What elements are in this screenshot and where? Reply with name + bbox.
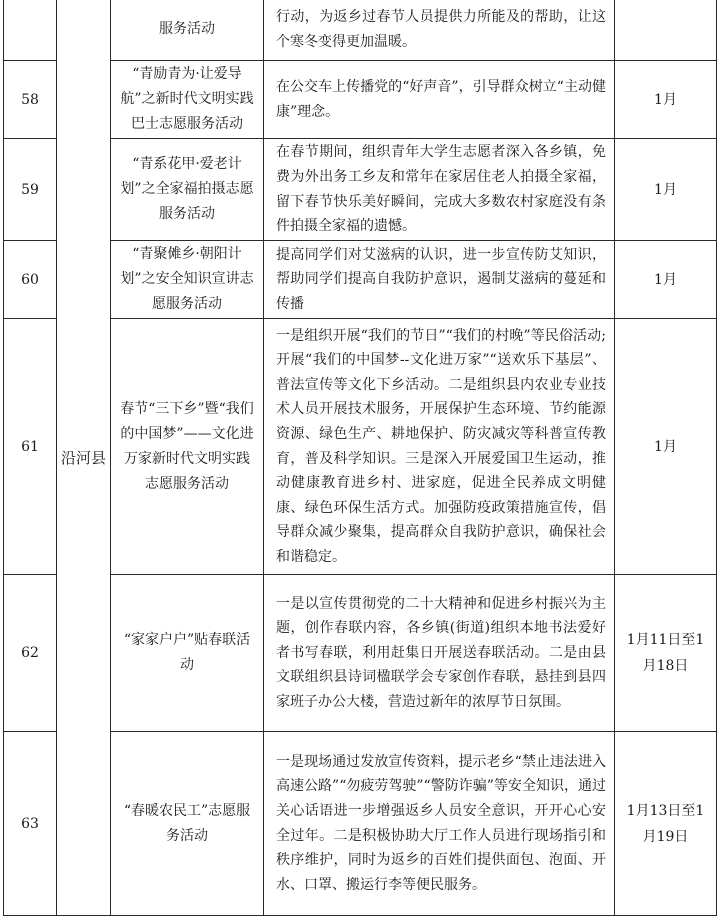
activity-time: 1月11日至1月18日 xyxy=(615,575,717,732)
row-number: 58 xyxy=(4,61,57,139)
activity-time: 1月 xyxy=(615,241,717,319)
activity-time: 1月 xyxy=(615,319,717,575)
table-row xyxy=(4,0,717,61)
activity-description: 在春节期间，组织青年大学生志愿者深入各乡镇，免费为外出务工乡友和常年在家居住老人拍摄全家福，留下春节快乐美好瞬间，完成大多数农村家庭没有条件拍摄全家福的遗憾。 xyxy=(264,139,615,241)
table-row xyxy=(4,61,717,139)
activity-description: 一是组织开展“我们的节日”“我们的村晚”等民俗活动;开展“我们的中国梦--文化进万家”“送欢乐下基层”、普法宣传等文化下乡活动。二是组织县内农业专业技术人员开展技术服务，开展保护生态环境、节约能源资源、绿色生产、耕地保护、防灾减灾等科普宣传教育，普及科学知识。三是深入开展爱国卫生运动，推动健康教育进乡村、进家庭，促进全民养成文明健康、绿色环保生活方式。加强防疫政策措施宣传，倡导群众减少聚集，提高群众自我防护意识，确保社会和谐稳定。 xyxy=(264,319,615,575)
row-number: 61 xyxy=(4,319,57,575)
activity-description: 在公交车上传播党的“好声音”，引导群众树立“主动健康”理念。 xyxy=(264,61,615,139)
table-row xyxy=(4,139,717,241)
activity-time xyxy=(615,0,717,61)
table-row xyxy=(4,319,717,575)
activity-name: “春暖农民工”志愿服务活动 xyxy=(111,732,264,916)
activity-name: “青聚傩乡·朝阳计划”之安全知识宣讲志愿服务活动 xyxy=(111,241,264,319)
county-cell: 沿河县 xyxy=(57,0,111,916)
activity-description: 提高同学们对艾滋病的认识，进一步宣传防艾知识，帮助同学们提高自我防护意识，遏制艾滋病的蔓延和传播 xyxy=(264,241,615,319)
table-row xyxy=(4,241,717,319)
activity-name: 服务活动 xyxy=(111,0,264,61)
row-number xyxy=(4,0,57,61)
activity-name: “青励青为·让爱导航”之新时代文明实践巴士志愿服务活动 xyxy=(111,61,264,139)
row-number: 59 xyxy=(4,139,57,241)
row-number: 60 xyxy=(4,241,57,319)
activity-name: “青系花甲·爱老计划”之全家福拍摄志愿服务活动 xyxy=(111,139,264,241)
activity-time: 1月 xyxy=(615,139,717,241)
activity-description: 行动，为返乡过春节人员提供力所能及的帮助，让这个寒冬变得更加温暖。 xyxy=(264,0,615,61)
row-number: 62 xyxy=(4,575,57,732)
activity-time: 1月 xyxy=(615,61,717,139)
row-number: 63 xyxy=(4,732,57,916)
activity-name: 春节“三下乡”暨“我们的中国梦”——文化进万家新时代文明实践志愿服务活动 xyxy=(111,319,264,575)
activity-description: 一是以宣传贯彻党的二十大精神和促进乡村振兴为主题，创作春联内容，各乡镇(街道)组织本地书法爱好者书写春联，利用赶集日开展送春联活动。二是由县文联组织县诗词楹联学会专家创作春联，悬挂到县四家班子办公大楼，营造过新年的浓厚节日氛围。 xyxy=(264,575,615,732)
activity-time: 1月13日至1月19日 xyxy=(615,732,717,916)
activity-name: “家家户户”贴春联活动 xyxy=(111,575,264,732)
table-row xyxy=(4,575,717,732)
activity-table xyxy=(3,0,717,916)
table-row xyxy=(4,732,717,916)
activity-description: 一是现场通过发放宣传资料，提示老乡“禁止违法进入高速公路”“勿疲劳驾驶”“警防诈骗”等安全知识，通过关心话语进一步增强返乡人员安全意识，开开心心安全过年。二是积极协助大厅工作人员进行现场指引和秩序维护，同时为返乡的百姓们提供面包、泡面、开水、口罩、搬运行李等便民服务。 xyxy=(264,732,615,916)
